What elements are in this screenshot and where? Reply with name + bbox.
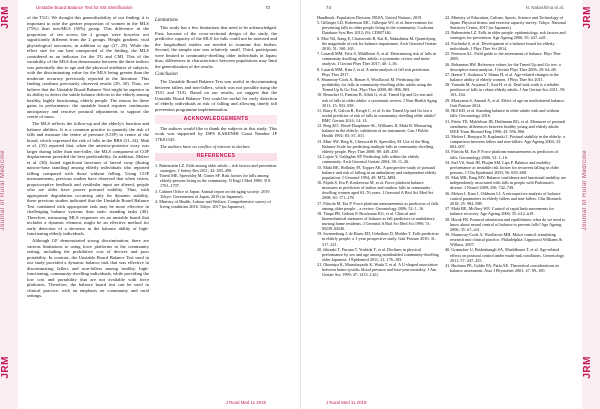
reference-item: 39. Shumway-Cook A, Woollacott MH. Motor control: translating research into clinical practice. Philadelphia: Lippincott Williams & Wilkins, 2007. [445,232,563,248]
reference-item: 36. Melzer I, Kurz I, Oddsson LI. A retrospective analysis of balance control parameters in elderly fallers and non-fallers. Clin Biomech 2010; 25: 984–988. [445,190,562,206]
reference-item: 9. Shumway-Cook A, Brauer S, Woollacott M. Predicting the probability for falls in community-dwelling older adults using the Timed Up & Go Test. Phys Ther 2000; 80: 896–903. [317,77,433,93]
reference-item: 1. Rubenstein LZ. Falls among older adults – risk factors and prevention strategies. J Safety Res 2011; 42: 493–499. [155,163,277,174]
reference-item: 16. Pajala S, Era P, Koskenvuo M, et al. Force platform balance measures as predictors of indoor and outdoor falls in community-dwelling women aged 63–76 years. J Gerontol A Biol Sci Med Sci 2008; 63: 171–178. [317,180,434,201]
left-page-column-2 [155,15,277,400]
reference-item: 38. Horak FB. Postural orientation and equilibrium: what do we need to know about neural control of balance to prevent falls? Age Ageing 2006; 35: ii7–ii11. [445,216,566,232]
reference-item: 12. Berg KO, Wood-Dauphinee SL, Williams JI, Maki B. Measuring balance in the elderly: validation of an instrument. Can J Public Health 1992; 83: S7–S11. [317,123,432,139]
reference-item: 26. Bohannon RW. Reference values for the Timed Up and Go test: a descriptive meta-analysis. J Geriatr Phys Ther 2006; 29: 64–68. [445,61,561,72]
reference-item: 15. Maki BE, Holliday PJ, Topper AK. A prospective study of postural balance and risk of falling in an ambulatory and independent elderly population. J Gerontol 1994; 49: M72–M84. [317,164,437,180]
reference-item: 14. Lajoie Y, Gallagher SP. Predicting falls within the elderly community. Arch Gerontol Geriatr 2004; 38: 11–26. [317,154,420,165]
reference-item: 18. Thapa PB, Gideon P, Brockman KG, et al. Clinical and biomechanical measures of balance as fall predictors in ambulatory nursing home residents. J Gerontol A Biol Sci Med Sci 1996; 51: M239–M246. [317,210,435,232]
limitations-heading: Limitations [155,18,178,23]
journal-name-vertical: Journal of Rural Medicine [582,150,588,231]
reference-item: 2. Tinetti ME, Speechley M, Ginter SF. Risk factors for falls among elderly persons living in the community. N Engl J Med 1988; 319: 1701–1707. [155,173,272,189]
reference-item: 37. Maki BE, McIlroy WE. Control of rapid limb movements for balance recovery. Age Ageing 2006; 35: ii12–ii18. [445,206,554,217]
reference-item: 31. Prieto TE, Myklebust JB, Hoffmann RG, et al. Measures of postural steadiness: differences between healthy young and elderly adults. IEEE Trans Biomed Eng 1996; 43: 956–966. [445,118,566,134]
reference-item: 11. Barry E, Galvin R, Keogh C, et al. Is the Timed Up and Go test a useful predictor of risk of falls in community dwelling older adults? BMC Geriatr 2014; 14: 14. [317,107,436,124]
body-paragraph: The MLS reflects the follow-up and the elderly's function and balance abilities. It is a common practice to quantify the risk of falls and measure the centre of pressure (COP) in centre of the board, which expressed the risk of falls in the BBS (31–34). Mak et al. (35) reported that, when the anterior-posterior sway was larger during faller than non-faller, the MLS component of COP displacement provided the best predictability. In addition, Melzer et al. (36) found significant increases of lateral sway (during narrow-base standing) among elderly individuals who reported falling compared with those without falling. Using COP measurements, previous studies have observed that when vision, proprioceptive feedback and vestibular input are altered, people who are older have poorer postural stability. Thus, with appropriate degradation occurring only for dynamic stability, these previous studies indicated that the Unstable Board Balance Test combined with appropriate task may be more effective in challenging balance systems than static standing tasks (40). Therefore, measuring MLS responses on an unstable board that includes a dynamic element, might be an effective method for early detection of a decrease in the balance ability of high-functioning elderly individuals. [27,121,149,237]
left-page-header [36,5,270,13]
reference-item: 23. Rubenstein LZ. Falls in older people: epidemiology, risk factors and strategies for prevention. Age Ageing 2006; 35: ii37–ii41. [445,30,566,41]
running-title: Unstable Board Balance Test for MS Identification [36,5,133,10]
reference-item: 3. Cabinet Office of Japan. Annual report on the aging society: 2019. Tokyo: Government of Japan, 2019 (in Japanese). [155,188,271,199]
reference-item: 41. Huxham FE, Goldie PA, Patla AE. Theoretical considerations in balance assessment. Aust J Physiother 2001; 47: 89–100. [445,262,559,273]
right-page-header [326,5,564,13]
reference-item: 24. Fuchioka S, et al. Development of a balance board for elderly individuals. J Phys Ther Sci 2014. [445,40,555,51]
reference-item: 22. Ministry of Education, Culture, Sports, Science and Technology of Japan. Physical fitness and exercise capacity survey. Tokyo: National Statistics Center, 2017 (in Japanese). [445,15,566,31]
references-list [155,163,277,209]
body-paragraph: Although GF demonstrated strong discrimination, there are various limitations to using force platforms in the community setting, including the prohibitive cost of devices and poor portability. In contrast, the Unstable Board Balance Test used in our study provided a dynamic balance task that was effective in discriminating fallers and non-fallers among healthy, high-functioning, community-dwelling individuals, while providing the low cost and portability that are not available with force platforms. Therefore, the balance board test can be used in clinical practice, with an emphasis on community and rural settings. [27,238,149,299]
reference-item: 5. Gillespie LD, Robertson MC, Gillespie WJ, et al. Interventions for preventing falls in older people living in the community. Cochrane Database Syst Rev 2012; (9): CD007146. [317,20,434,36]
reference-item: Handbook. Population Division, DESA, United Nations, 2019. [317,15,423,20]
reference-item: 21. Okumiya K, Matsubayashi K, Wada T, et al. A U-shaped association between home systolic blood pressure and four-year mortality. J Am Geriatr Soc 1999; 47: 1415–1421. [317,262,438,278]
journal-logo-bottom: JRM [0,356,11,379]
right-page-column-2 [445,15,567,400]
reference-item: 25. Peterson AL. Field guide to the assessment of balance. Phys Ther 2005. [445,51,561,62]
conflict-statement: The authors have no conflict of interest to declare. [160,144,251,149]
page-number: 73 [265,5,270,10]
conclusion-heading: Conclusion [155,72,178,77]
reference-item: 10. Beauchet O, Fantino B, Allali G, et al. Timed Up and Go test and risk of falls in older adults: a systematic review. J Nutr Health Aging 2011; 15: 933–938. [317,92,437,108]
references-heading: REFERENCES [155,153,277,162]
reference-item: 4. Ministry of Health, Labour and Welfare. Comprehensive survey of living conditions 2016. Tokyo, 2017 (in Japanese). [155,199,271,210]
journal-logo-top: JRM [582,6,593,29]
journal-logo-bottom: JRM [582,356,593,379]
acknowledgements-text: The authors would like to thank the subjects in this study. This work was supported by JSPS KAKENHI Grant Number JP 17K01545. [155,125,277,142]
page-number: 74 [326,5,331,10]
references-list [317,15,439,277]
reference-item: 28. Yamada M, Aoyama T, Arai H, et al. Dual-task walk is a reliable predictor of falls in robust elderly adults. J Am Geriatr Soc 2011; 59: 163–164. [445,82,566,98]
reference-item: 35. Mak MK, Pang MY. Balance confidence and functional mobility are independently associated with falls in people with Parkinson's disease. J Neurol 2009; 256: 742–749. [445,175,566,191]
limitations-paragraph: This study has a few limitations that need to be acknowledged. First, because of the cross-sectional design of the study, the predictive capacity of the MLS for falls could not be assessed and the longitudinal studies are needed to examine this further. Second, the sample size was relatively small. Third, participants were limited to community-dwelling older individuals in Japan; thus, differences in characteristics between populations may limit the generalization of the results. [155,25,277,69]
reference-item: 20. Ishizaki T, Furuna T, Yoshida Y, et al. Declines in physical performance by sex and age among nondisabled community-dwelling older Japanese. J Epidemiol 2011; 21: 176–183. [317,246,439,262]
running-authors: N. Nakashima et al. [525,5,564,10]
conclusion-paragraph: The Unstable Board Balance Test was useful in discriminating between fallers and non-fallers, which was not possible using the TUG and TUG. Based on our results, we suggest that the Unstable Board Balance Test could be useful for early detection of elderly individuals at risk of falling and allowing timely fall prevention programme implementation. [155,79,277,112]
journal-logo-top: JRM [0,6,11,29]
reference-item: 27. Ikezoe T, Asakawa Y, Shima H, et al. Age-related changes in the balance ability of elderly women. J Phys Ther Sci 2011. [445,72,559,83]
reference-item: 7. Lusardi MM, Fritz S, Middleton A, et al. Determining risk of falls in community dwelling older adults: a systematic review and meta-analysis. J Geriatr Phys Ther 2017; 40: 1–36. [317,51,437,67]
reference-item: 17. Piirtola M, Era P. Force platform measurements as predictors of falls among older people – a review. Gerontology 2006; 52: 1–16. [317,200,439,211]
reference-item: 33. Piirtola M, Era P. Force platform measurements as predictors of falls. Gerontology 2006; 52: 1–16. [445,149,559,160]
left-page-column-1 [27,15,149,400]
journal-name-vertical: Journal of Rural Medicine [0,150,6,231]
reference-item: 32. Melzer I, Benjuya N, Kaplanski J. Postural stability in the elderly: a comparison between fallers and non-fallers. Age Ageing 2004; 33: 602–607. [445,134,566,150]
body-paragraph: of the TUG. We thought this generalizability of our finding; it is important to note the greater proportion of women in the MLS (75%) than non-MLS (30%) group. This difference in the proportion of sex across the 2 groups were however not significantly different from the 2 groups. Height gradient, vital physiological outcomes, in addition to age (27, 29). While the effect size for our best unexpected of the finding, the MLS considered as an indicator for the TG and CMI. This of the variability of the MLS that demonstrate between the three indices was potentially due to age and the physical attributes of subjects, with the discriminating value for the MLS being greater than the moderate accuracy previously reported in the literature. This finding confirms previously observed results (29, 30). Thus, we believe that the Unstable Board Balance Test might be superior in its ability to detect the subtle balance deficits in the elderly among healthy, highly functioning, elderly people. The reason for these gains in performance: the unstable board requires continuous anticipatory and reactive postural adjustments to support the centre of mass. [27,15,149,119]
acknowledgements-heading: ACKNOWLEDGEMENTS [155,115,277,124]
reference-item: 13. Muir SW, Berg K, Chesworth B, Speechley M. Use of the Berg Balance Scale for predicting multiple falls in community-dwelling elderly people. Phys Ther 2008; 88: 449–459. [317,138,434,154]
left-side-band [0,0,18,409]
reference-item: 19. Swanenburg J, de Bruin ED, Uebelhart D, Mulder T. Falls prediction in elderly people: a 1-year prospective study. Gait Posture 2010; 31: 317–321. [317,231,439,247]
left-page-footer: J Rural Med 11 2019 [225,400,266,405]
reference-item: 30. Hill KD, et al. Standing balance in older adults with and without falls. Gerontology 2016. [445,108,560,119]
right-page [300,0,600,409]
reference-item: 40. Granacher U, Bridenbaugh SA, Muehlbauer T, et al. Age-related effects on postural control under multi-task conditions. Gerontology 2011; 57: 247–255. [445,247,565,263]
right-side-band [582,0,600,409]
reference-item: 6. Moe Nil, Kang E, Chatsworth B, Kai K, Nakashima M. Quantifying the magnitude of risk for balance impairment. Arch Gerontol Geriatr 2010; 51: 160–165. [317,35,437,51]
right-page-column-1 [317,15,439,400]
references-list [445,15,567,273]
reference-item: 8. Lusardi MM, Kim J, et al. A meta-analysis of fall risk prediction. Phys Ther 2017. [317,66,431,77]
reference-item: 29. Mariyama S, Amaral A, et al. Effect of age on mediolateral balance. Gait Posture 2014. [445,97,566,108]
reference-item: 34. Stel VS, Smit JH, Pluijm SM, Lips P. Balance and mobility performance as treatable risk factors for recurrent falling in older persons. J Clin Epidemiol 2003; 56: 659–668. [445,159,559,175]
right-page-footer: J Rural Med 11 2019 [326,400,367,405]
